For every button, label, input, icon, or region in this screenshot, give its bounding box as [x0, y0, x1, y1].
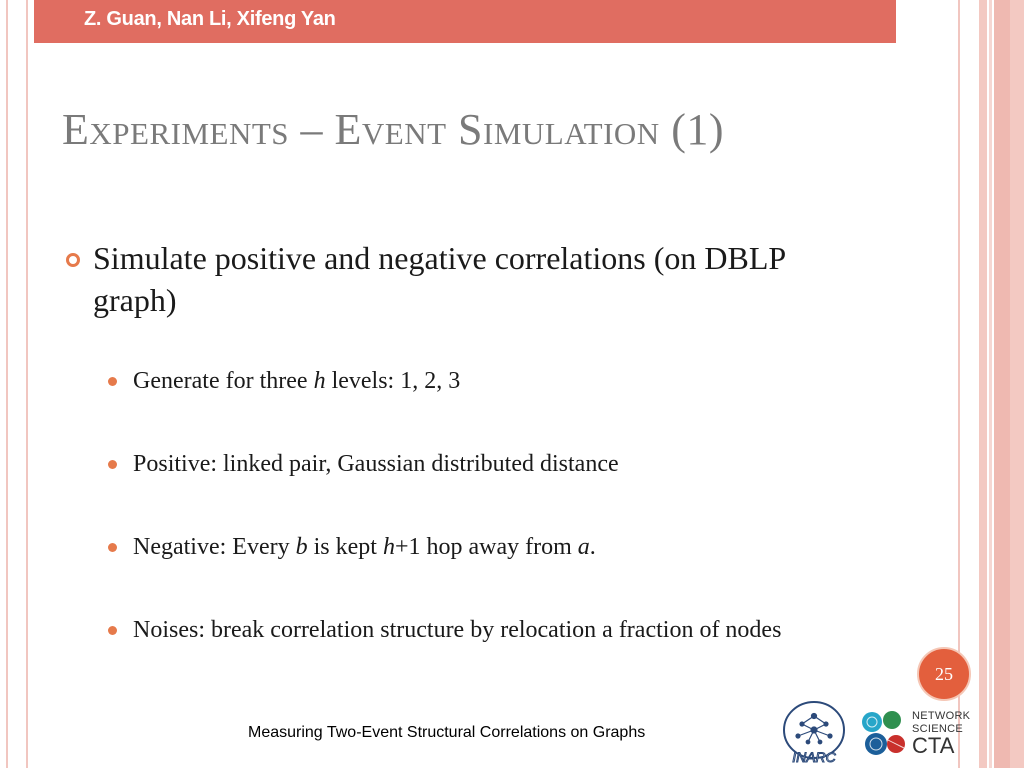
network-logo-line1: NETWORK — [912, 710, 971, 722]
dot-bullet-icon — [108, 543, 117, 552]
bullet-text-segment: +1 hop away from — [394, 534, 578, 560]
bullet-text-segment: . — [589, 534, 596, 560]
italic-variable: b — [295, 534, 308, 560]
left-margin-line — [6, 0, 8, 768]
bullet-item-4 — [133, 614, 813, 647]
network-logo-line3: CTA — [912, 733, 955, 758]
slide-title: Experiments – Event Simulation (1) — [62, 105, 724, 154]
level1-bullet-text: Simulate positive and negative correlations (on DBLP graph) — [93, 240, 785, 318]
bullet-text-segment: Positive: linked pair, Gaussian distributed distance — [133, 451, 619, 477]
page-number: 25 — [935, 664, 953, 684]
dot-bullet-icon — [108, 377, 117, 386]
inarc-logo-icon — [778, 700, 850, 766]
bullet-item-3 — [133, 531, 853, 564]
right-decor-band — [958, 0, 1024, 768]
network-science-logo-icon — [858, 708, 978, 764]
bullet-text-segment: Noises: break correlation structure by relocation a fraction of nodes — [133, 617, 782, 643]
left-margin-line — [26, 0, 28, 768]
bullet-text-segment: Negative: Every — [133, 534, 296, 560]
header-bar — [34, 0, 896, 43]
bullet-item-2 — [133, 448, 853, 481]
inarc-logo-text: INARC — [792, 749, 836, 765]
bullet-text-segment: Generate for three — [133, 368, 314, 394]
bullet-item-1 — [133, 365, 853, 398]
italic-variable: a — [577, 534, 590, 560]
dot-bullet-icon — [108, 626, 117, 635]
italic-variable: h — [382, 534, 395, 560]
bullet-text-segment: levels: 1, 2, 3 — [325, 368, 461, 394]
network-logo-line2: SCIENCE — [912, 723, 963, 735]
dot-bullet-icon — [108, 460, 117, 469]
header-authors: Z. Guan, Nan Li, Xifeng Yan — [84, 8, 336, 30]
footer-title: Measuring Two-Event Structural Correlations on Graphs — [248, 724, 646, 741]
bullet-text-segment: is kept — [307, 534, 383, 560]
ring-bullet-icon — [66, 253, 80, 267]
page-number-badge — [917, 647, 971, 701]
italic-variable: h — [313, 368, 326, 394]
